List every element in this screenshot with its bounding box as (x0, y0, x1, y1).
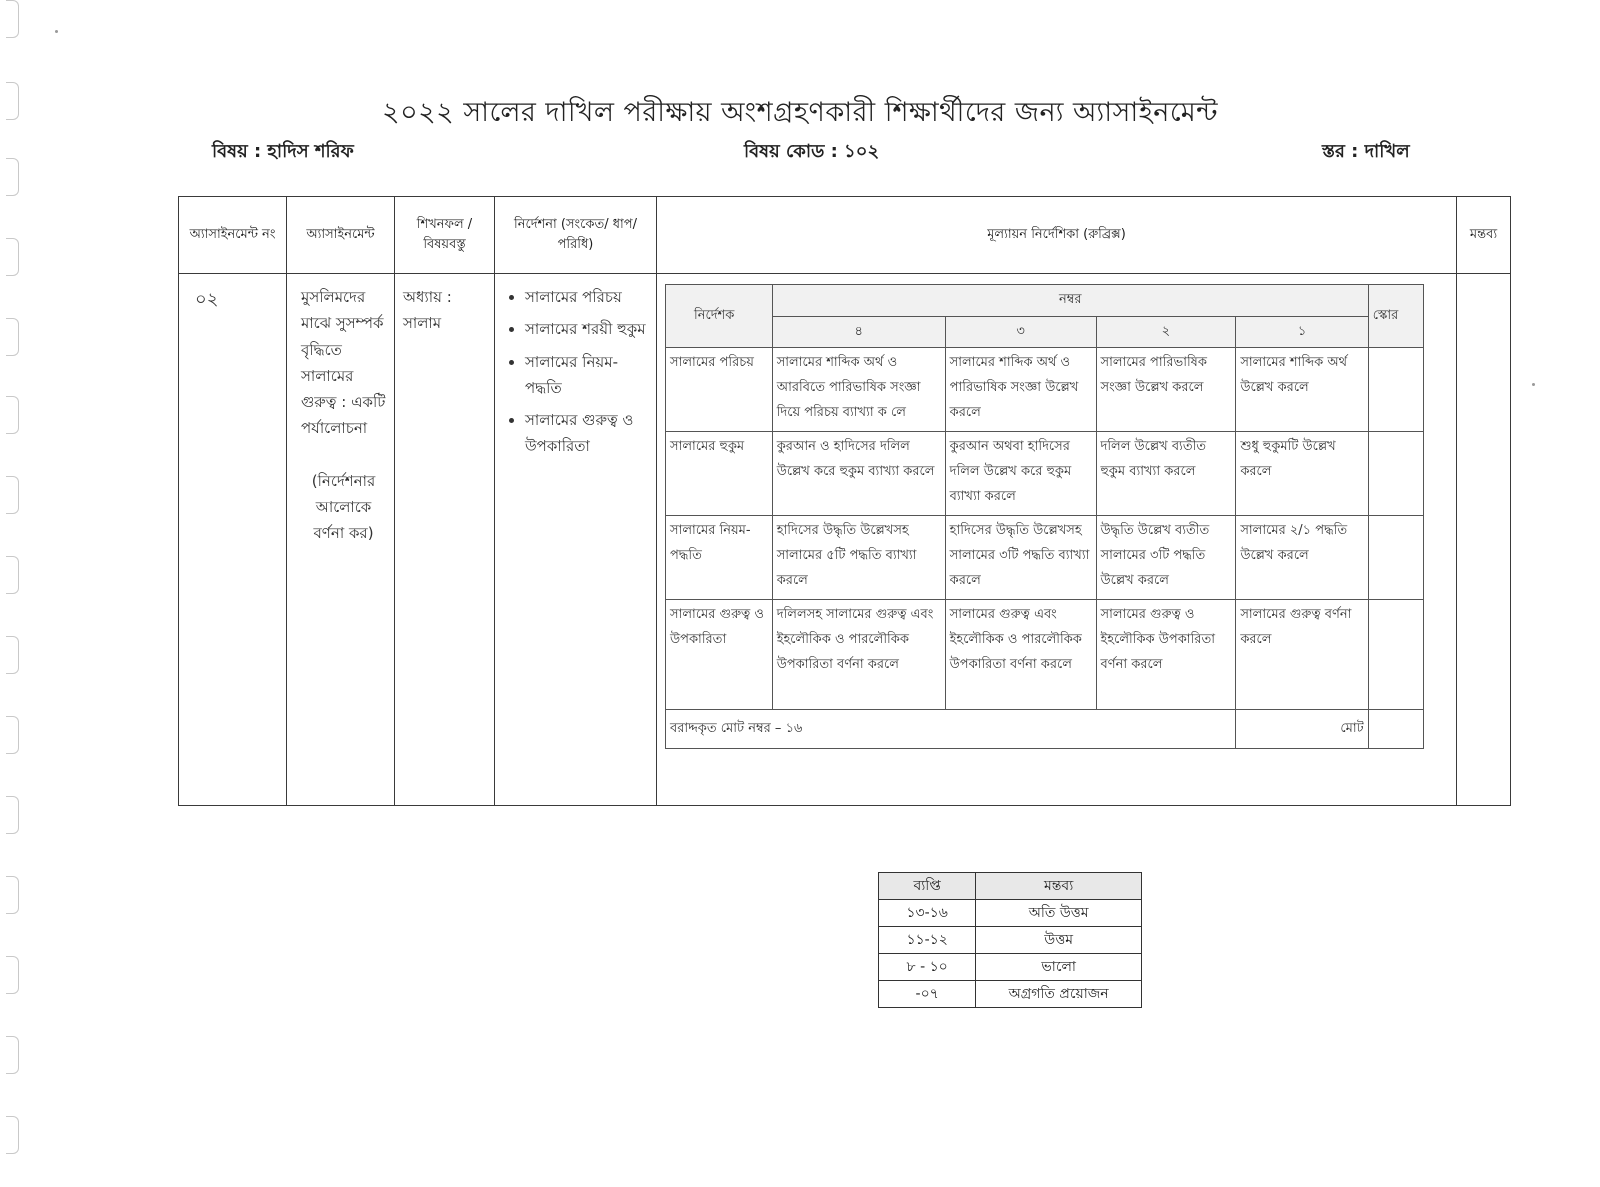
rubric-criterion: সালামের নিয়ম-পদ্ধতি (666, 516, 773, 600)
rubric-criterion: সালামের গুরুত্ব ও উপকারিতা (666, 600, 773, 710)
rubric-cell-level-1: সালামের গুরুত্ব বর্ণনা করলে (1236, 600, 1368, 710)
grading-remark: অগ্রগতি প্রয়োজন (976, 981, 1142, 1008)
header-directions: নির্দেশনা (সংকেত/ ধাপ/ পরিধি) (495, 197, 657, 274)
grading-row (879, 927, 1142, 954)
header-assignment: অ্যাসাইনমেন্ট (287, 197, 395, 274)
subject-label: বিষয় : হাদিস শরিফ (212, 141, 354, 162)
rubric-sum-cell (1368, 710, 1423, 749)
binding-holes (0, 0, 22, 1187)
grading-range: ১৩-১৬ (879, 900, 976, 927)
grading-remark: ভালো (976, 954, 1142, 981)
rubric-level-header: ৩ (945, 316, 1096, 348)
rubric-level-header: ১ (1236, 316, 1368, 348)
rubric-cell-level-4: কুরআন ও হাদিসের দলিল উল্লেখ করে হুকুম ব্যাখ্যা করলে (772, 432, 945, 516)
rubric-cell-level-4: হাদিসের উদ্ধৃতি উল্লেখসহ সালামের ৫টি পদ্ধতি ব্যাখ্যা করলে (772, 516, 945, 600)
rubric-cell-level-4: দলিলসহ সালামের গুরুত্ব এবং ইহলৌকিক ও পারলৌকিক উপকারিতা বর্ণনা করলে (772, 600, 945, 710)
rubric-cell-level-2: দলিল উল্লেখ ব্যতীত হুকুম ব্যাখ্যা করলে (1096, 432, 1236, 516)
rubric-table (665, 284, 1424, 749)
rubric-cell-level-1: সালামের ২/১ পদ্ধতি উল্লেখ করলে (1236, 516, 1368, 600)
remarks-cell (1457, 274, 1511, 806)
rubric-row (666, 600, 1424, 710)
learning-outcome: অধ্যায় : সালাম (395, 274, 495, 806)
header-remarks: মন্তব্য (1457, 197, 1511, 274)
rubric-row (666, 348, 1424, 432)
grading-range-header: ব্যপ্তি (879, 873, 976, 900)
direction-item: • সালামের নিয়ম-পদ্ধতি (525, 349, 648, 402)
assignment-topic (287, 274, 395, 806)
rubric-score-header: স্কোর (1368, 285, 1423, 348)
assignment-note: (নির্দেশনার আলোকে বর্ণনা কর) (311, 471, 376, 542)
directions-list (503, 284, 648, 460)
rubric-score-cell (1368, 348, 1423, 432)
rubric-row (666, 516, 1424, 600)
document-title: ২০২২ সালের দাখিল পরীক্ষায় অংশগ্রহণকারী শিক্ষার্থীদের জন্য অ্যাসাইনমেন্ট (382, 97, 1218, 128)
rubric-criteria-header: নির্দেশক (666, 285, 773, 348)
grading-table (878, 872, 1142, 1008)
grading-remark-header: মন্তব্য (976, 873, 1142, 900)
assignment-number: ০২ (179, 274, 287, 806)
rubric-marks-header: নম্বর (772, 285, 1368, 317)
grading-remark: উত্তম (976, 927, 1142, 954)
rubric-cell-level-1: সালামের শাব্দিক অর্থ উল্লেখ করলে (1236, 348, 1368, 432)
rubric-level-header: ২ (1096, 316, 1236, 348)
level-label: স্তর : দাখিল (1322, 141, 1410, 162)
rubric-cell-level-2: উদ্ধৃতি উল্লেখ ব্যতীত সালামের ৩টি পদ্ধতি উল্লেখ করলে (1096, 516, 1236, 600)
rubric-cell-level-3: সালামের গুরুত্ব এবং ইহলৌকিক ও পারলৌকিক উপকারিতা বর্ণনা করলে (945, 600, 1096, 710)
rubric-score-cell (1368, 432, 1423, 516)
header-learning-outcome: শিখনফল /বিষয়বস্তু (395, 197, 495, 274)
assignment-topic-text: মুসলিমদের মাঝে সুসম্পর্ক বৃদ্ধিতে সালামের গুরুত্ব : একটি পর্যালোচনা (301, 288, 386, 438)
rubric-cell (657, 274, 1457, 806)
scan-speck (55, 30, 58, 33)
direction-item: • সালামের পরিচয় (525, 284, 648, 310)
grading-remark: অতি উত্তম (976, 900, 1142, 927)
directions-cell (495, 274, 657, 806)
rubric-criterion: সালামের পরিচয় (666, 348, 773, 432)
subject-code-label: বিষয় কোড : ১০২ (744, 141, 880, 162)
rubric-sum-label: মোট (1236, 710, 1368, 749)
rubric-row (666, 432, 1424, 516)
assignment-table (178, 196, 1511, 806)
rubric-cell-level-3: কুরআন অথবা হাদিসের দলিল উল্লেখ করে হুকুম ব্যাখ্যা করলে (945, 432, 1096, 516)
grading-range: ১১-১২ (879, 927, 976, 954)
rubric-cell-level-1: শুধু হুকুমটি উল্লেখ করলে (1236, 432, 1368, 516)
rubric-cell-level-2: সালামের গুরুত্ব ও ইহলৌকিক উপকারিতা বর্ণনা করলে (1096, 600, 1236, 710)
rubric-cell-level-3: সালামের শাব্দিক অর্থ ও পারিভাষিক সংজ্ঞা উল্লেখ করলে (945, 348, 1096, 432)
rubric-level-header: ৪ (772, 316, 945, 348)
rubric-cell-level-2: সালামের পারিভাষিক সংজ্ঞা উল্লেখ করলে (1096, 348, 1236, 432)
header-assignment-no: অ্যাসাইনমেন্ট নং (179, 197, 287, 274)
rubric-cell-level-3: হাদিসের উদ্ধৃতি উল্লেখসহ সালামের ৩টি পদ্ধতি ব্যাখ্যা করলে (945, 516, 1096, 600)
grading-row (879, 981, 1142, 1008)
grading-row (879, 900, 1142, 927)
rubric-total-marks: বরাদ্দকৃত মোট নম্বর – ১৬ (666, 710, 1236, 749)
grading-range: -০৭ (879, 981, 976, 1008)
rubric-cell-level-4: সালামের শাব্দিক অর্থ ও আরবিতে পারিভাষিক সংজ্ঞা দিয়ে পরিচয় ব্যাখ্যা ক লে (772, 348, 945, 432)
rubric-score-cell (1368, 516, 1423, 600)
grading-range: ৮ - ১০ (879, 954, 976, 981)
header-evaluation-guide: মূল্যায়ন নির্দেশিকা (রুব্রিক্স) (657, 197, 1457, 274)
rubric-score-cell (1368, 600, 1423, 710)
scan-speck (1532, 383, 1535, 386)
direction-item: • সালামের গুরুত্ব ও উপকারিতা (525, 407, 648, 460)
direction-item: • সালামের শরয়ী হুকুম (525, 316, 648, 342)
grading-row (879, 954, 1142, 981)
rubric-criterion: সালামের হুকুম (666, 432, 773, 516)
